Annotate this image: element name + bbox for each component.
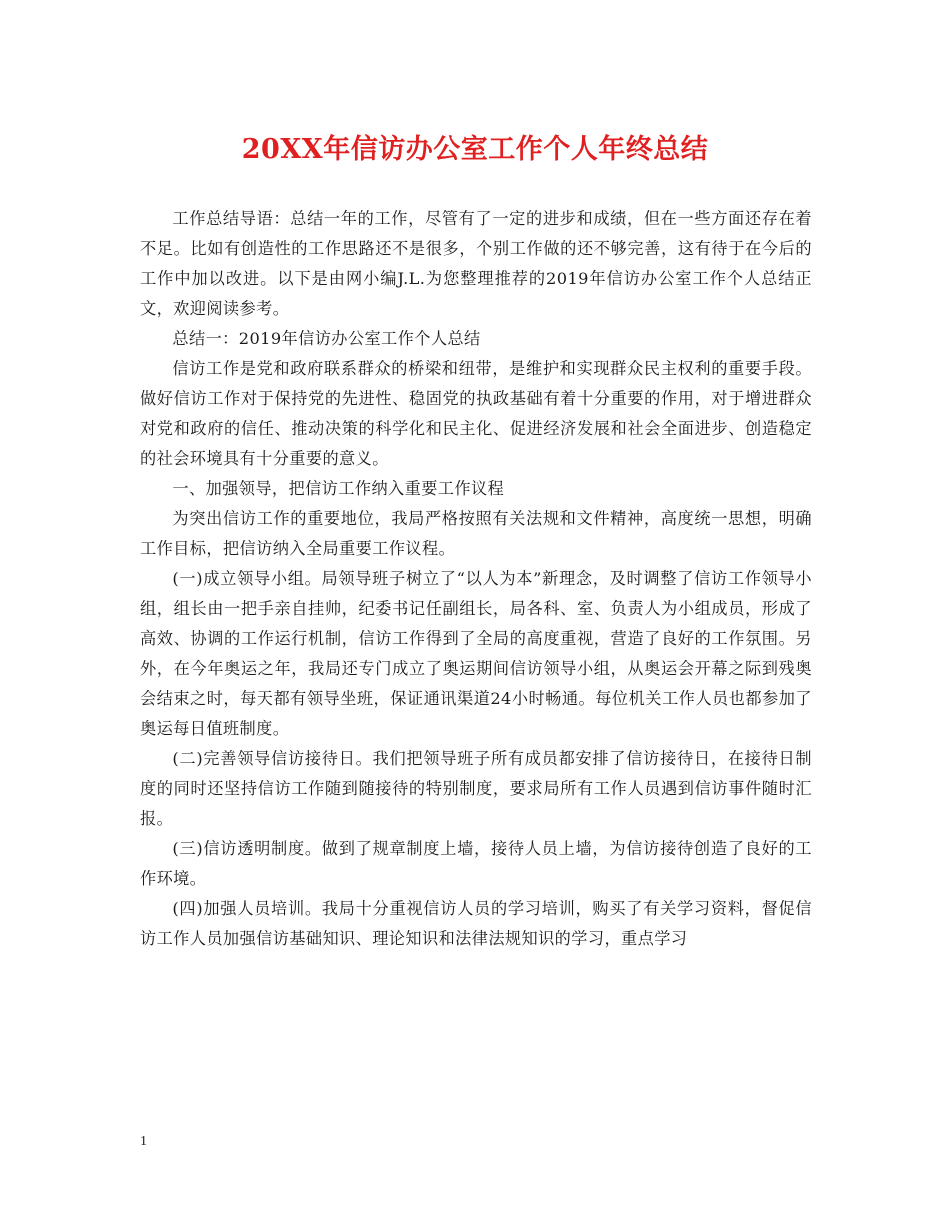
- paragraph-body: 为突出信访工作的重要地位，我局严格按照有关法规和文件精神，高度统一思想，明确工作目标，把信访纳入全局重要工作议程。: [140, 509, 812, 558]
- paragraph-item-1: (一)成立领导小组。局领导班子树立了“以人为本”新理念，及时调整了信访工作领导小组，组长由一把手亲自挂帅，纪委书记任副组长，局各科、室、负责人为小组成员，形成了高效、协调的工作运行机制，信访工作得到了全局的高度重视，营造了良好的工作氛围。另外，在今年奥运之年，我局还专门成立了奥运期间信访领导小组，从奥运会开幕之际到残奥会结束之时，每天都有领导坐班，保证通讯渠道24小时畅通。每位机关工作人员也都参加了奥运每日值班制度。: [140, 569, 812, 738]
- paragraph-item-4: (四)加强人员培训。我局十分重视信访人员的学习培训，购买了有关学习资料，督促信访工作人员加强信访基础知识、理论知识和法律法规知识的学习，重点学习: [140, 899, 812, 948]
- paragraph-item-2: (二)完善领导信访接待日。我们把领导班子所有成员都安排了信访接待日，在接待日制度的同时还坚持信访工作随到随接待的特别制度，要求局所有工作人员遇到信访事件随时汇报。: [140, 749, 812, 828]
- paragraph-intro: 工作总结导语：总结一年的工作，尽管有了一定的进步和成绩，但在一些方面还存在着不足。比如有创造性的工作思路还不是很多，个别工作做的还不够完善，这有待于在今后的工作中加以改进。以下是由网小编J.L.为您整理推荐的2019年信访办公室工作个人总结正文，欢迎阅读参考。: [140, 209, 812, 318]
- paragraph-overview: 信访工作是党和政府联系群众的桥梁和纽带，是维护和实现群众民主权利的重要手段。做好信访工作对于保持党的先进性、稳固党的执政基础有着十分重要的作用，对于增进群众对党和政府的信任、推动决策的科学化和民主化、促进经济发展和社会全面进步、创造稳定的社会环境具有十分重要的意义。: [140, 359, 812, 468]
- paragraph-heading-1: 一、加强领导，把信访工作纳入重要工作议程: [172, 479, 505, 498]
- paragraph-section-heading: 总结一：2019年信访办公室工作个人总结: [172, 329, 481, 348]
- document-body: [140, 204, 812, 954]
- page-number: 1: [140, 1134, 147, 1149]
- document-title: 20XX年信访办公室工作个人年终总结: [241, 134, 709, 165]
- paragraph-item-3: (三)信访透明制度。做到了规章制度上墙，接待人员上墙，为信访接待创造了良好的工作环境。: [140, 839, 812, 888]
